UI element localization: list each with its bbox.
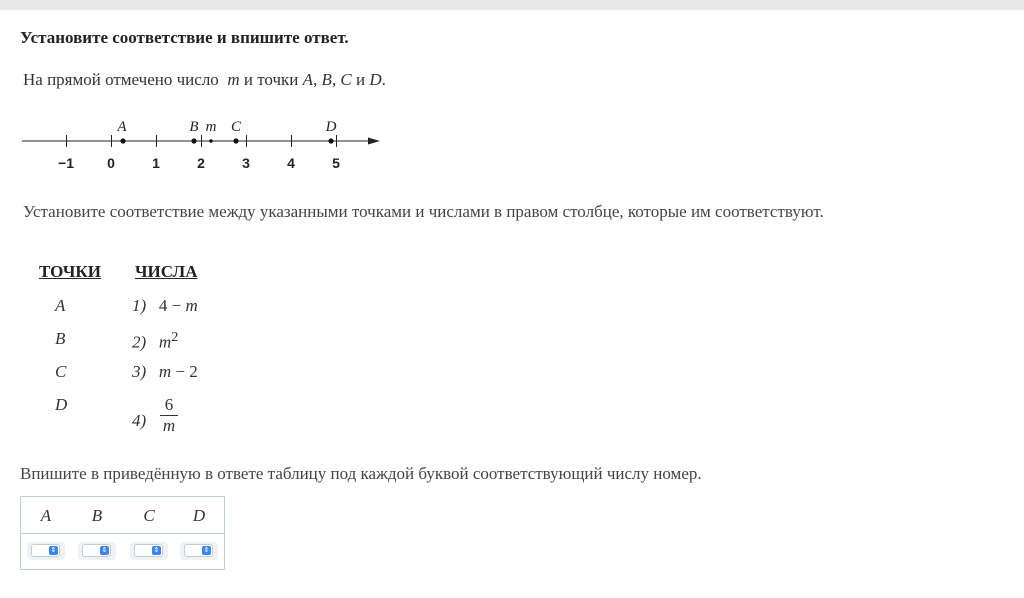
top-bar xyxy=(0,0,1024,10)
point-label: m xyxy=(205,119,217,135)
point-item: A xyxy=(55,296,66,315)
number-option-3: 3) m − 2 xyxy=(132,362,198,381)
tick-label: −1 xyxy=(58,155,74,171)
tick-label: 3 xyxy=(242,155,250,171)
tick-label: 5 xyxy=(332,155,340,171)
select-arrow-icon: ⇕ xyxy=(153,546,160,554)
answer-header-row xyxy=(21,497,224,534)
point-item: D xyxy=(55,395,68,414)
number-option-4: 4) xyxy=(132,411,147,430)
numbers-header: ЧИСЛА xyxy=(135,262,198,281)
select-arrow-icon: ⇕ xyxy=(203,546,210,554)
number-option-2: 2) $m^2$ xyxy=(132,329,179,352)
matching-instruction: Установите соответствие между указанными точками и числами в правом столбце, которые им соответствуют. xyxy=(23,202,824,221)
answer-select-a[interactable] xyxy=(27,542,65,560)
point-b-dot xyxy=(191,138,196,143)
answer-instruction: Впишите в приведённую в ответе таблицу под каждой буквой соответствующий числу номер. xyxy=(20,464,702,483)
answer-select-b[interactable] xyxy=(78,542,116,560)
fraction-6-over-m: $\frac{6}{m}$ xyxy=(160,396,178,436)
points-header: ТОЧКИ xyxy=(39,262,101,281)
point-label: D xyxy=(325,119,337,135)
select-arrow-icon: ⇕ xyxy=(50,546,57,554)
number-line xyxy=(18,112,388,178)
axis-arrow xyxy=(368,138,380,145)
point-d-dot xyxy=(328,138,333,143)
point-label: A xyxy=(117,119,127,135)
tick-label: 2 xyxy=(197,155,205,171)
select-arrow-icon: ⇕ xyxy=(101,546,108,554)
point-item: B xyxy=(55,329,66,348)
tick-label: 1 xyxy=(152,155,160,171)
task-intro: На прямой отмечено число m и точки A, B, C и D. xyxy=(23,70,386,89)
answer-select-c[interactable] xyxy=(130,542,168,560)
point-item: C xyxy=(55,362,67,381)
answer-letter: B xyxy=(91,506,103,525)
answer-table xyxy=(20,496,225,570)
point-label: C xyxy=(230,119,242,135)
point-a-dot xyxy=(120,138,125,143)
answer-letter: D xyxy=(192,506,206,525)
point-m-dot xyxy=(209,139,213,143)
number-option-1: 1) 4 − m xyxy=(132,296,198,315)
point-c-dot xyxy=(233,138,238,143)
tick-label: 0 xyxy=(107,155,115,171)
answer-select-d[interactable] xyxy=(180,542,218,560)
answer-letter: A xyxy=(40,506,52,525)
answer-letter: C xyxy=(143,506,155,525)
tick-label: 4 xyxy=(287,155,295,171)
point-label: B xyxy=(189,119,199,135)
task-title: Установите соответствие и впишите ответ. xyxy=(20,28,349,47)
